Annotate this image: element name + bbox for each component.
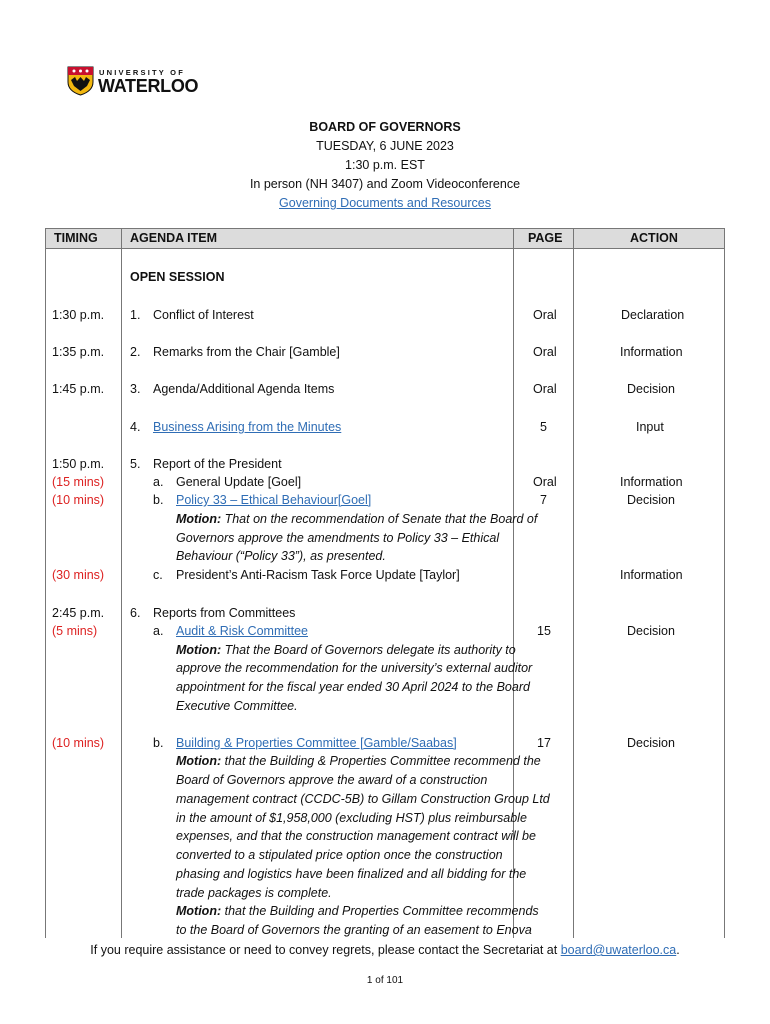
motion-line: Executive Committee. <box>176 699 298 713</box>
motion-line: approve the recommendation for the university’s external auditor <box>176 661 533 675</box>
header-agenda-item: AGENDA ITEM <box>130 231 218 245</box>
agenda-item-anti-racism-update: President’s Anti-Racism Task Force Update [Taylor] <box>176 568 460 582</box>
motion-line: That the Board of Governors delegate its authority to <box>221 643 516 657</box>
motion-text <box>176 641 516 660</box>
row-number: 1. <box>130 308 141 322</box>
agenda-item-conflict-of-interest: Conflict of Interest <box>153 308 254 322</box>
agenda-table-header <box>46 229 724 249</box>
meeting-location: In person (NH 3407) and Zoom Videoconference <box>249 177 521 191</box>
meeting-date: TUESDAY, 6 JUNE 2023 <box>316 139 454 153</box>
row-time: 1:50 p.m. <box>52 457 105 471</box>
row-time: 2:45 p.m. <box>52 606 105 620</box>
sub-item-letter: a. <box>153 475 164 489</box>
motion-line: phasing and logistics have been finalized and all bidding for the <box>176 867 527 881</box>
page-number: 1 of 101 <box>366 975 404 986</box>
motion-label: Motion: <box>176 643 222 657</box>
row-time: 1:30 p.m. <box>52 308 105 322</box>
row-action: Input <box>636 420 664 434</box>
motion-line: Behaviour (“Policy 33”), as presented. <box>176 549 386 563</box>
row-number: 2. <box>130 345 141 359</box>
motion-line: converted to a stipulated price option once the construction <box>176 848 503 862</box>
row-duration: (5 mins) <box>52 624 98 638</box>
audit-risk-committee-link[interactable]: Audit & Risk Committee <box>176 624 308 638</box>
sub-item-letter: c. <box>153 568 163 582</box>
row-action: Decision <box>627 736 675 750</box>
motion-line: Governors approve the amendments to Policy 33 – Ethical <box>176 531 500 545</box>
footer-text: If you require assistance or need to convey regrets, please contact the Secretariat at <box>90 943 561 957</box>
waterloo-crest-icon <box>67 66 94 96</box>
row-page: 7 <box>540 493 547 507</box>
column-divider <box>121 229 122 938</box>
row-number: 4. <box>130 420 141 434</box>
sub-item-letter: b. <box>153 736 164 750</box>
motion-line: in the amount of $1,958,000 (excluding HST) plus reimbursable <box>176 811 527 825</box>
row-page: 5 <box>540 420 547 434</box>
row-duration: (10 mins) <box>52 493 105 507</box>
meeting-title: BOARD OF GOVERNORS <box>309 120 461 134</box>
motion-line: that the Building & Properties Committee recommend the <box>221 754 541 768</box>
footer-note <box>0 943 770 957</box>
row-action: Decision <box>627 624 675 638</box>
row-page: 17 <box>537 736 551 750</box>
agenda-item-remarks-from-chair: Remarks from the Chair [Gamble] <box>153 345 340 359</box>
row-page: Oral <box>533 382 557 396</box>
motion-text <box>176 752 541 771</box>
governing-documents-link[interactable]: Governing Documents and Resources <box>279 196 491 210</box>
motion-line: That on the recommendation of Senate that the Board of <box>221 512 538 526</box>
row-number: 3. <box>130 382 141 396</box>
row-time: 1:35 p.m. <box>52 345 105 359</box>
motion-label: Motion: <box>176 904 222 918</box>
row-duration: (30 mins) <box>52 568 105 582</box>
header-action: ACTION <box>630 231 678 245</box>
header-page: PAGE <box>528 231 563 245</box>
row-action: Decision <box>627 382 675 396</box>
row-action: Information <box>620 568 683 582</box>
motion-label: Motion: <box>176 754 222 768</box>
agenda-item-additional-items: Agenda/Additional Agenda Items <box>153 382 335 396</box>
agenda-item-general-update: General Update [Goel] <box>176 475 302 489</box>
row-action: Declaration <box>621 308 685 322</box>
open-session-heading: OPEN SESSION <box>130 270 225 284</box>
motion-line: appointment for the fiscal year ended 30 April 2024 to the Board <box>176 680 530 694</box>
row-action: Information <box>620 475 683 489</box>
motion-line: to the Board of Governors the granting of an easement to Enova <box>176 923 532 937</box>
motion-text <box>176 510 537 529</box>
row-number: 6. <box>130 606 141 620</box>
logo-university-of-text: UNIVERSITY OF <box>99 68 185 77</box>
row-duration: (10 mins) <box>52 736 105 750</box>
policy-33-link[interactable]: Policy 33 – Ethical Behaviour[Goel] <box>176 493 372 507</box>
agenda-item-committee-reports: Reports from Committees <box>153 606 296 620</box>
row-page: 15 <box>537 624 551 638</box>
row-number: 5. <box>130 457 141 471</box>
building-properties-committee-link[interactable]: Building & Properties Committee [Gamble/Saabas] <box>176 736 457 750</box>
sub-item-letter: b. <box>153 493 164 507</box>
university-logo <box>67 66 197 98</box>
meeting-time: 1:30 p.m. EST <box>345 158 425 172</box>
row-time: 1:45 p.m. <box>52 382 105 396</box>
row-page: Oral <box>533 308 557 322</box>
column-divider <box>573 229 574 938</box>
row-action: Information <box>620 345 683 359</box>
motion-line: trade packages is complete. <box>176 886 332 900</box>
meeting-header <box>0 118 770 213</box>
motion-line: Board of Governors approve the award of a construction <box>176 773 488 787</box>
motion-line: expenses, and that the construction management contract will be <box>176 829 536 843</box>
row-duration: (15 mins) <box>52 475 105 489</box>
motion-line: that the Building and Properties Committee recommends <box>221 904 539 918</box>
logo-waterloo-text: WATERLOO <box>98 76 199 96</box>
motion-line: management contract (CCDC-5B) to Gillam Construction Group Ltd <box>176 792 550 806</box>
motion-label: Motion: <box>176 512 222 526</box>
row-page: Oral <box>533 475 557 489</box>
agenda-item-president-report: Report of the President <box>153 457 282 471</box>
header-timing: TIMING <box>54 231 98 245</box>
secretariat-email-link[interactable]: board@uwaterloo.ca <box>560 943 677 957</box>
motion-text <box>176 902 539 921</box>
agenda-table <box>45 228 725 938</box>
row-page: Oral <box>533 345 557 359</box>
footer-period: . <box>676 943 680 957</box>
business-arising-link[interactable]: Business Arising from the Minutes <box>153 420 342 434</box>
sub-item-letter: a. <box>153 624 164 638</box>
row-action: Decision <box>627 493 675 507</box>
